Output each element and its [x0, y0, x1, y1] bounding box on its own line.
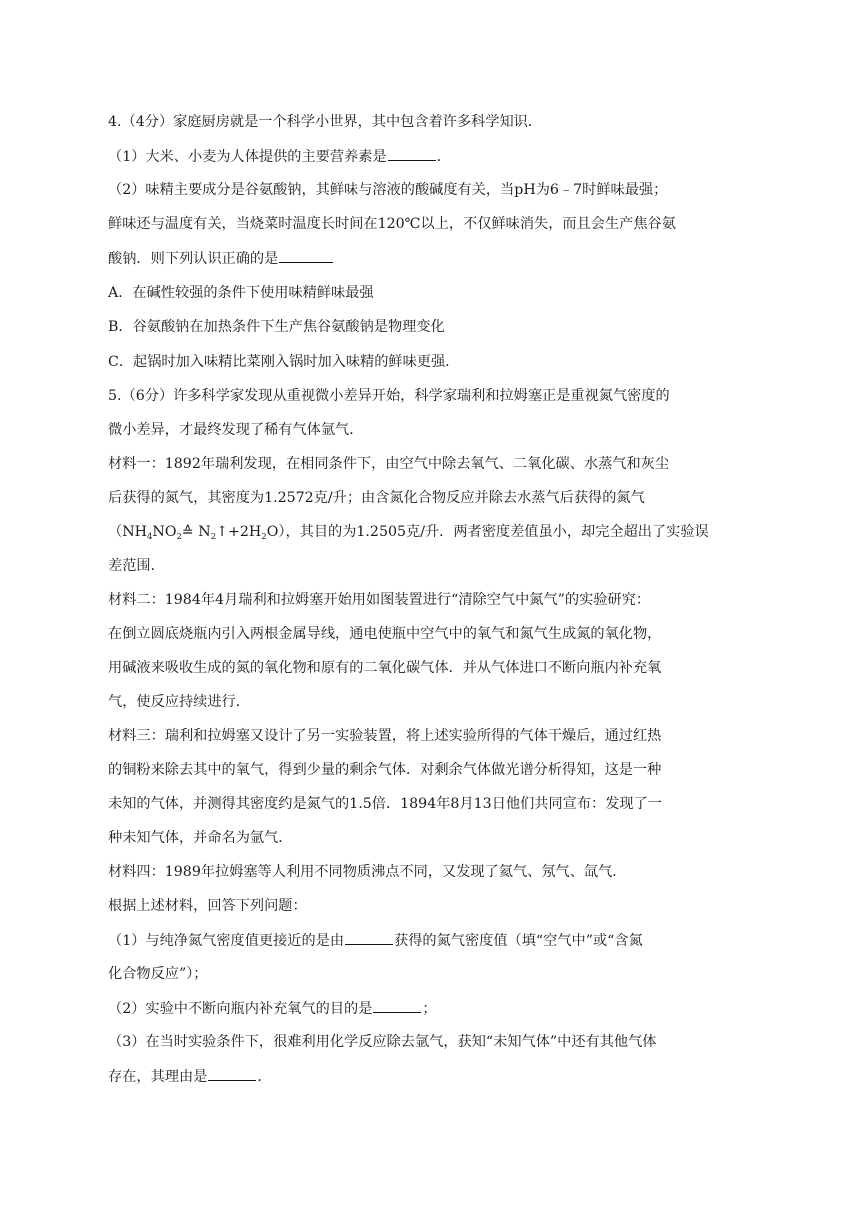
q5-answer1-line2: 化合物反应”）；: [108, 966, 208, 982]
q4-part1: [108, 146, 451, 167]
q4-part2-line2: 鲜味还与温度有关，当烧菜时温度长时间在120℃以上，不仅鲜味消失，而且会生产焦谷氨: [108, 216, 676, 232]
q5-material2-line2: 在倒立圆底烧瓶内引入两根金属导线，通电使瓶中空气中的氧气和氮气生成氮的氧化物，: [108, 626, 662, 642]
q5-material3-line3: 未知的气体，并测得其密度约是氮气的1.5倍．1894年8月13日他们共同宣布：发现了一: [108, 796, 662, 812]
q5-answer3-end: ．: [257, 1069, 272, 1085]
subscript: 2: [176, 532, 182, 542]
q5-material1-equation-line: [108, 522, 709, 547]
q5-instruction: 根据上述材料，回答下列问题：: [108, 898, 307, 914]
q4-part1-end: ．: [436, 149, 451, 165]
q5-material2-line4: 气，使反应持续进行．: [108, 694, 250, 710]
q5-material2-line1: 材料二：1984年4月瑞利和拉姆塞开始用如图装置进行“清除空气中氮气”的实验研究：: [108, 592, 651, 608]
q5-material2-line3: 用碱液来吸收生成的氮的氧化物和原有的二氧化碳气体．并从气体进口不断向瓶内补充氧: [108, 660, 662, 676]
q5-answer1-text-end: 获得的氮气密度值（填“空气中”或“含氮: [394, 933, 643, 949]
answer-blank[interactable]: [388, 146, 436, 161]
subscript: 4: [146, 532, 153, 542]
q4-part2-line3: [108, 248, 334, 269]
q4-option-c: C．起锅时加入味精比菜刚入锅时加入味精的鲜味更强．: [108, 354, 460, 370]
answer-blank[interactable]: [208, 1066, 256, 1081]
equation-part: ≙ N: [181, 524, 211, 540]
equation-part: O），其目的为1.2505克/升．两者密度差值虽小，却完全超出了实验误: [266, 524, 709, 540]
q5-answer2-text: （2）实验中不断向瓶内补充氧气的目的是: [108, 1001, 373, 1017]
q5-material3-line1: 材料三：瑞利和拉姆塞又设计了另一实验装置，将上述实验所得的气体干燥后，通过红热: [108, 728, 662, 744]
q5-answer2-end: ；: [422, 1001, 437, 1017]
q5-material3-line2: 的铜粉来除去其中的氧气，得到少量的剩余气体．对剩余气体做光谱分析得知，这是一种: [108, 762, 662, 778]
answer-blank[interactable]: [373, 998, 421, 1013]
q4-part2-text: 酸钠．则下列认识正确的是: [108, 251, 279, 267]
q5-material1-line2: 后获得的氮气，其密度为1.2572克/升；由含氮化合物反应并除去水蒸气后获得的氮气: [108, 490, 645, 506]
subscript: 2: [261, 532, 267, 542]
equation-part: （NH: [108, 524, 147, 540]
q5-header-line1: 5.（6分）许多科学家发现从重视微小差异开始，科学家瑞利和拉姆塞正是重视氮气密度的: [108, 388, 670, 404]
q5-header-line2: 微小差异，才最终发现了稀有气体氩气．: [108, 422, 364, 438]
subscript: 2: [210, 532, 217, 542]
equation-part: NO: [152, 524, 177, 540]
q4-header: 4.（4分）家庭厨房就是一个科学小世界，其中包含着许多科学知识．: [108, 114, 543, 130]
equation-part: ↑+2H: [216, 524, 262, 540]
q4-part2-line1: （2）味精主要成分是谷氨酸钠，其鲜味与溶液的酸碱度有关，当pH为6﹣7时鲜味最强；: [108, 182, 668, 198]
q5-material4-line1: 材料四：1989年拉姆塞等人利用不同物质沸点不同，又发现了氦气、氖气、氙气．: [108, 864, 627, 880]
q4-part1-text: （1）大米、小麦为人体提供的主要营养素是: [108, 149, 387, 165]
q4-option-b: B．谷氨酸钠在加热条件下生产焦谷氨酸钠是物理变化: [108, 319, 445, 335]
q5-material1-line4: 差范围．: [108, 558, 165, 574]
answer-blank[interactable]: [279, 248, 333, 263]
q5-answer3-text: 存在，其理由是: [108, 1069, 208, 1085]
q5-answer3-line1: （3）在当时实验条件下，很难利用化学反应除去氩气，获知“未知气体”中还有其他气体: [108, 1034, 657, 1050]
q4-option-a: A．在碱性较强的条件下使用味精鲜味最强: [108, 285, 374, 301]
q5-material1-line1: 材料一：1892年瑞利发现，在相同条件下，由空气中除去氧气、二氧化碳、水蒸气和灰尘: [108, 456, 670, 472]
q5-answer2: [108, 998, 437, 1019]
q5-answer1-line1: [108, 930, 643, 951]
q5-answer1-text: （1）与纯净氮气密度值更接近的是由: [108, 933, 345, 949]
q5-answer3-line2: [108, 1066, 272, 1087]
answer-blank[interactable]: [345, 930, 393, 945]
q5-material3-line4: 种未知气体，并命名为氩气．: [108, 830, 293, 846]
